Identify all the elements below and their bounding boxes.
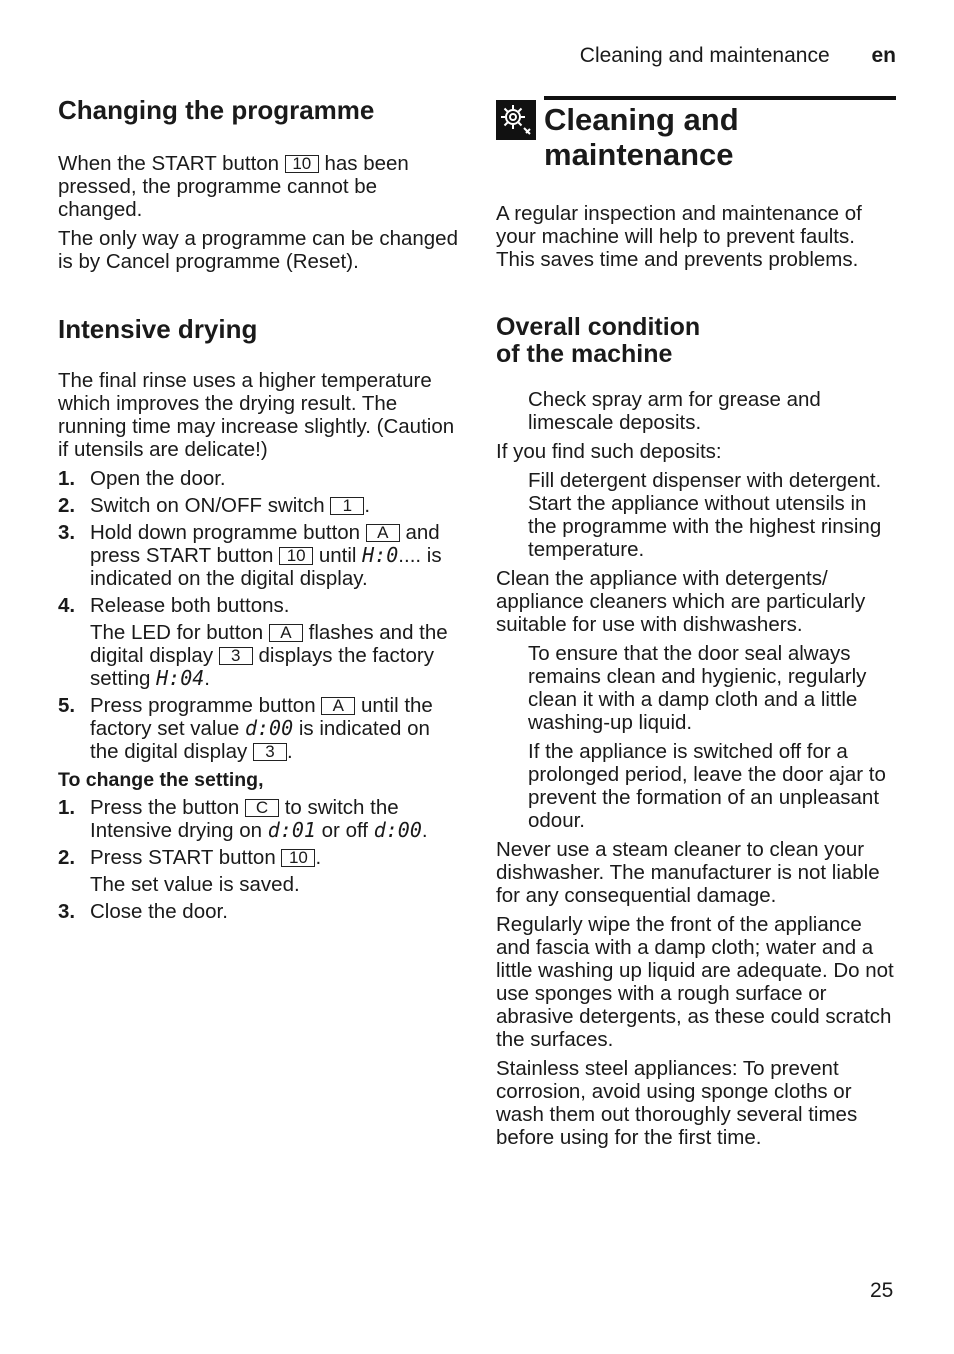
step-2: 2. Switch on ON/OFF switch 1 .	[58, 494, 371, 517]
maintenance-intro: A regular inspection and maintenance of your machine will help to prevent faults. This saves time and prevents problems.	[496, 202, 862, 271]
clean-appliance: Clean the appliance with detergents/ appliance cleaners which are particularly suitable for use with dishwashers.	[496, 567, 866, 636]
to-change-heading: To change the setting,	[58, 769, 264, 791]
if-deposits: If you find such deposits:	[496, 440, 722, 463]
display-readout: H:0	[362, 543, 399, 567]
overall-condition-heading: Overall condition of the machine	[496, 313, 701, 368]
wipe-front: Regularly wipe the front of the appliance and fascia with a damp cloth; water and a little washing up liquid are adequate. Do not use sponges with a rough surface or abrasive detergents, as these could scratch the surfaces.	[496, 913, 894, 1051]
switched-off: If the appliance is switched off for a prolonged period, leave the door ajar to prevent the formation of an unpleasant odour.	[528, 740, 886, 832]
right-column	[496, 96, 896, 1155]
display-readout: d:00	[244, 716, 294, 740]
change-step-2: 2. Press START button 10 . The set value is saved.	[58, 846, 458, 896]
button-key: 10	[279, 547, 313, 565]
button-key: 1	[330, 497, 364, 515]
display-key: 3	[219, 647, 253, 665]
changing-paragraph-1: When the START button 10 has been pressed, the programme cannot be changed.	[58, 152, 409, 221]
check-spray-arm: Check spray arm for grease and limescale deposits.	[528, 388, 821, 434]
changing-paragraph-2: The only way a programme can be changed is by Cancel programme (Reset).	[58, 227, 458, 273]
section-title-text: Cleaning and maintenance	[544, 102, 739, 172]
step-4-detail: The LED for button A flashes and the digital display 3 displays the factory setting H:04.	[90, 621, 448, 690]
door-seal: To ensure that the door seal always remains clean and hygienic, regularly clean it with a damp cloth and a little washing-up liquid.	[528, 642, 867, 734]
display-readout: d:00	[373, 818, 422, 842]
header-language: en	[871, 44, 896, 67]
intensive-intro: The final rinse uses a higher temperature which improves the drying result. The running time may increase slightly. (Caution if utensils are delicate!)	[58, 369, 455, 461]
running-header	[580, 44, 896, 68]
change-step-3: 3. Close the door.	[58, 900, 228, 923]
change-steps	[58, 796, 458, 923]
page-number: 25	[870, 1279, 894, 1302]
gear-cleaning-icon	[496, 100, 536, 140]
stainless-steel: Stainless steel appliances: To prevent corrosion, avoid using sponge cloths or wash them out thoroughly several times before using for the first time.	[496, 1057, 858, 1149]
intensive-steps	[58, 467, 458, 763]
display-key: 3	[253, 743, 287, 761]
button-key: 10	[285, 155, 319, 173]
step-1: 1. Open the door.	[58, 467, 226, 490]
button-key: A	[269, 624, 303, 642]
step-5: 5. Press programme button A until the factory set value d:00 is indicated on the digital display 3 .	[58, 694, 433, 763]
change-step-2-detail: The set value is saved.	[90, 873, 300, 896]
left-column	[58, 96, 458, 927]
step-3: 3. Hold down programme button A and press START button 10 until H:0.... is indicated on the digital display.	[58, 521, 442, 590]
changing-programme-heading: Changing the programme	[58, 95, 375, 125]
display-readout: H:04	[156, 666, 205, 690]
fill-detergent: Fill detergent dispenser with detergent. Start the appliance without utensils in the programme with the highest rinsing temperature.	[528, 469, 882, 561]
intensive-drying-heading: Intensive drying	[58, 314, 258, 344]
steam-cleaner-warning: Never use a steam cleaner to clean your dishwasher. The manufacturer is not liable for any consequential damage.	[496, 838, 880, 907]
section-title	[544, 96, 896, 172]
header-section: Cleaning and maintenance	[579, 44, 830, 67]
button-key: 10	[281, 849, 315, 867]
display-readout: d:01	[267, 818, 316, 842]
change-step-1: 1. Press the button C to switch the Intensive drying on d:01 or off d:00.	[58, 796, 428, 842]
button-key: A	[366, 524, 400, 542]
button-key: C	[245, 799, 279, 817]
button-key: A	[321, 697, 355, 715]
step-4: 4. Release both buttons. The LED for button A flashes and the digital display 3 displays the factory setting H:04.	[58, 594, 458, 690]
